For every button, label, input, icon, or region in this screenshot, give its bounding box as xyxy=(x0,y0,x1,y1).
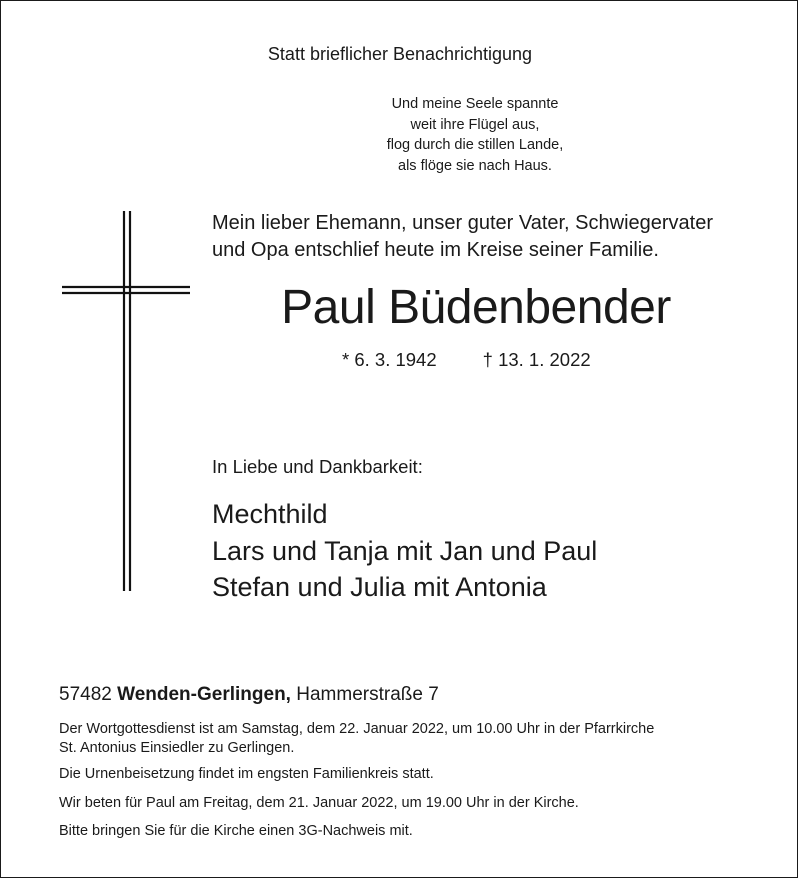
family-list xyxy=(212,496,597,606)
deceased-name: Paul Büdenbender xyxy=(281,281,671,334)
poem-line: als flöge sie nach Haus. xyxy=(398,157,552,174)
thanks-text: In Liebe und Dankbarkeit: xyxy=(212,456,423,477)
service-notice xyxy=(59,720,654,758)
family-member: Mechthild xyxy=(212,499,328,529)
intro-line: und Opa entschlief heute im Kreise seiner Familie. xyxy=(212,239,659,261)
address xyxy=(59,684,439,706)
intro-text xyxy=(212,210,713,264)
notice-line: St. Antonius Einsiedler zu Gerlingen. xyxy=(59,740,295,756)
family-member: Stefan und Julia mit Antonia xyxy=(212,572,547,602)
poem-line: weit ihre Flügel aus, xyxy=(410,116,540,133)
prayer-notice: Wir beten für Paul am Freitag, dem 21. Januar 2022, um 19.00 Uhr in der Kirche. xyxy=(59,795,579,811)
death-date: † 13. 1. 2022 xyxy=(482,349,591,370)
family-member: Lars und Tanja mit Jan und Paul xyxy=(212,535,598,566)
life-dates xyxy=(342,349,591,371)
covid-notice: Bitte bringen Sie für die Kirche einen 3G-Nachweis mit. xyxy=(59,823,413,839)
city: Wenden-Gerlingen, xyxy=(117,684,291,705)
poem-line: Und meine Seele spannte xyxy=(391,96,559,112)
intro-line: Mein lieber Ehemann, unser guter Vater, Schwiegervater xyxy=(212,212,714,234)
street: Hammerstraße 7 xyxy=(296,684,439,705)
cross-icon xyxy=(55,205,205,605)
postal-code: 57482 xyxy=(59,684,112,705)
poem-line: flog durch die stillen Lande, xyxy=(386,137,564,153)
notice-line: Der Wortgottesdienst ist am Samstag, dem 22. Januar 2022, um 10.00 Uhr in der Pfarrkirche xyxy=(59,721,655,737)
header-text: Statt brieflicher Benachrichtigung xyxy=(267,44,533,64)
burial-notice: Die Urnenbeisetzung findet im engsten Familienkreis statt. xyxy=(59,766,434,782)
birth-date: * 6. 3. 1942 xyxy=(342,349,437,370)
poem xyxy=(340,94,610,176)
